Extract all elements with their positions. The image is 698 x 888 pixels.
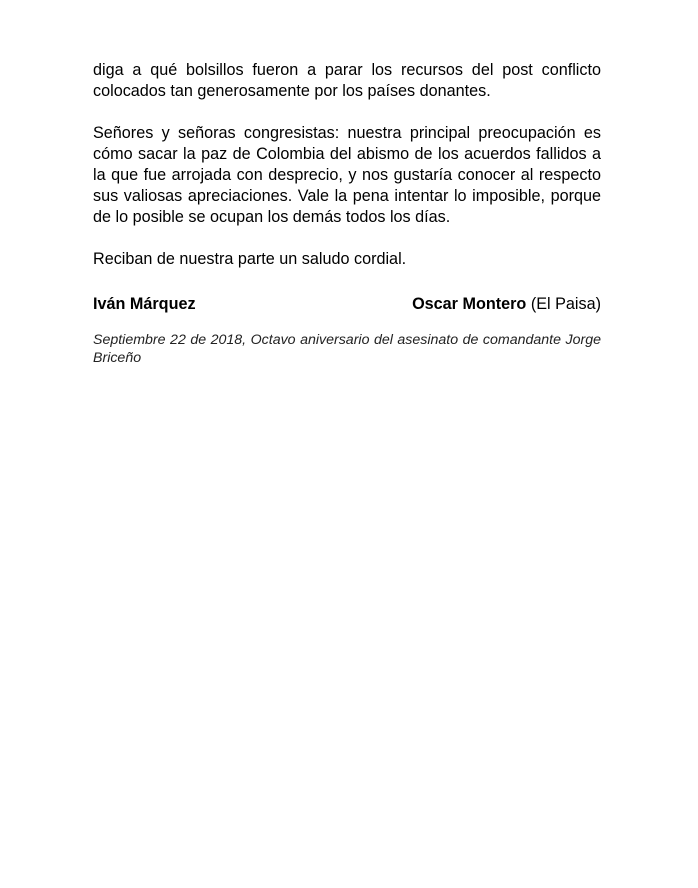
text-line: de lo posible se ocupan los demás todos los días. (93, 208, 451, 226)
signature-ivan-marquez: Iván Márquez (93, 295, 196, 313)
signature-block (93, 294, 601, 315)
text-line: colocados tan generosamente por los países donantes. (93, 82, 491, 100)
text-line: sus valiosas apreciaciones. Vale la pena intentar lo imposible, porque (93, 187, 601, 205)
dateline-line: Briceño (93, 350, 142, 366)
text-line: Reciban de nuestra parte un saludo cordial. (93, 250, 407, 268)
text-line: la que fue arrojada con desprecio, y nos gustaría conocer al respecto (93, 166, 601, 184)
signature-oscar-montero (412, 294, 601, 315)
dateline (93, 331, 601, 367)
text-line: Señores y señoras congresistas: nuestra principal preocupación es (93, 124, 601, 142)
paragraph-greeting (93, 249, 601, 270)
signature-name: Oscar Montero (412, 295, 527, 313)
text-line: diga a qué bolsillos fueron a parar los recursos del post conflicto (93, 61, 601, 79)
paragraph-congress (93, 123, 601, 228)
dateline-line: Septiembre 22 de 2018, Octavo aniversario del asesinato de comandante Jorge (93, 332, 601, 348)
signature-alias: (El Paisa) (530, 295, 601, 313)
text-line: cómo sacar la paz de Colombia del abismo de los acuerdos fallidos a (93, 145, 601, 163)
paragraph-resources (93, 60, 601, 102)
letter-body (93, 60, 601, 367)
